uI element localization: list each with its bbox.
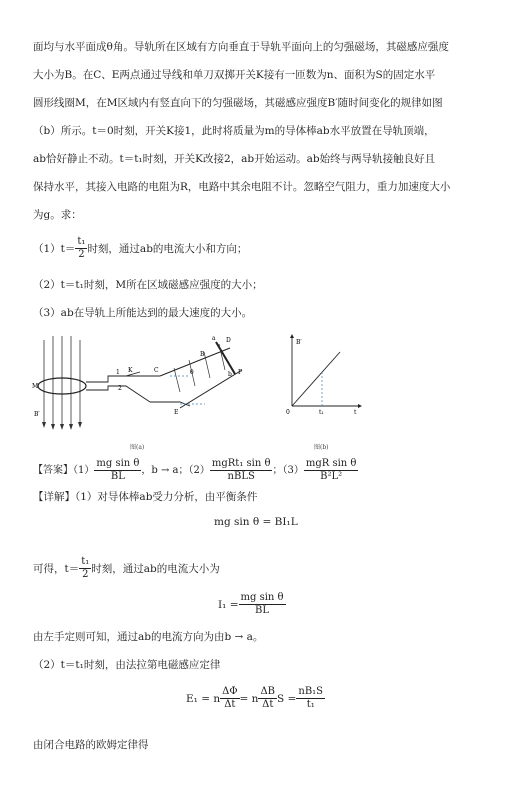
question-1-prefix: （1）t＝	[33, 242, 76, 255]
equation-3-f3-den: t₁	[306, 699, 315, 710]
equation-3-f3-num: nB₁S	[298, 686, 324, 697]
equation-2-lhs: I₁ =	[218, 598, 239, 611]
label-1: 1	[116, 369, 120, 376]
label-K: K	[128, 367, 133, 374]
equation-2-num: mg sin θ	[240, 592, 284, 603]
question-3: （3）ab在导轨上所能达到的最大速度的大小。	[33, 307, 253, 319]
label-B: B	[200, 351, 205, 358]
label-F: F	[238, 369, 243, 376]
detail-then-prefix: 可得，t＝	[33, 562, 80, 575]
label-D: D	[226, 337, 231, 344]
label-a: a	[212, 335, 216, 342]
answer-2-den: nBLS	[227, 471, 255, 482]
answer-3-num: mgR sin θ	[305, 458, 357, 469]
answer-1-num: mg sin θ	[96, 458, 140, 469]
label-theta: θ	[190, 369, 194, 376]
label-Bprime: B′	[34, 411, 40, 418]
answer-1-den: BL	[110, 471, 125, 482]
figure-a	[30, 330, 260, 440]
statement-line-1: 面均与水平面成θ角。导轨所在区域有方向垂直于导轨平面向上的匀强磁场，其磁感应强度	[33, 41, 449, 53]
answer-2-sep: ；（3）	[272, 464, 304, 476]
question-1-frac-num: t₁	[77, 236, 86, 247]
caption-b: 图(b)	[314, 444, 329, 451]
statement-line-2: 大小为B。在C、E两点通过导线和单刀双掷开关K接有一匝数为n、面积为S的固定水平	[33, 69, 436, 81]
equation-3-mid2: S =	[277, 692, 297, 705]
answer-tag: 【答案】（1）	[33, 464, 95, 476]
answer-2-frac	[210, 458, 273, 483]
detail-part-2: （2）t＝t₁时刻，由法拉第电磁感应定律	[33, 659, 221, 671]
answer-3-den: B²L²	[320, 471, 343, 482]
equation-3-f1-num: ΔΦ	[222, 686, 238, 697]
equation-2-frac	[239, 592, 286, 617]
equation-3-f1-den: Δt	[224, 699, 236, 710]
equation-3	[186, 686, 325, 711]
equation-2-den: BL	[255, 605, 270, 616]
equation-3-mid: = n	[239, 692, 259, 705]
question-1-suffix: 时刻，通过ab的电流大小和方向；	[87, 242, 248, 255]
label-M: M	[32, 383, 39, 390]
statement-line-3: 圆形线圈M，在M区域内有竖直向下的匀强磁场，其磁感应强度B′随时间变化的规律如图	[33, 97, 443, 109]
question-1-fraction	[75, 236, 87, 261]
statement-line-4: （b）所示。t＝0时刻，开关K接1，此时将质量为m的导体棒ab水平放置在导轨顶端，	[33, 125, 435, 137]
detail-then-suffix: 时刻，通过ab的电流大小为	[91, 562, 220, 575]
detail-tag: 【详解】（1）对导体棒ab受力分析，由平衡条件	[33, 491, 258, 503]
detail-then	[33, 556, 493, 581]
graph-x-label: t	[354, 409, 357, 416]
graph-y-label: B′	[296, 339, 302, 346]
equation-3-frac-2	[258, 686, 277, 711]
answer-1-direction: ，b → a；（2）	[141, 464, 210, 476]
statement-line-7: 为g。求：	[33, 209, 82, 221]
figure-b	[282, 332, 362, 422]
label-2: 2	[118, 385, 122, 392]
equation-3-f2-den: Δt	[262, 699, 274, 710]
question-1-frac-den: 2	[78, 249, 85, 260]
equation-3-frac-3	[296, 686, 325, 711]
answer-2-num: mgRt₁ sin θ	[211, 458, 271, 469]
detail-then-frac-den: 2	[82, 569, 89, 580]
label-b: b	[228, 371, 232, 378]
equation-3-frac-1	[220, 686, 239, 711]
equation-2	[218, 592, 286, 617]
statement-line-6: 保持水平，其接入电路的电阻为R，电路中其余电阻不计。忽略空气阻力，重力加速度大小	[33, 181, 451, 193]
detail-ohm: 由闭合电路的欧姆定律得	[33, 739, 149, 751]
statement-line-5: ab恰好静止不动。t＝t₁时刻，开关K改接2，ab开始运动。ab始终与两导轨接触良好且	[33, 153, 436, 165]
equation-1: mg sin θ = BI₁L	[214, 516, 298, 528]
label-C: C	[154, 367, 159, 374]
label-E: E	[174, 409, 179, 416]
equation-3-lhs: E₁ = n	[186, 692, 221, 705]
question-1	[33, 236, 493, 261]
question-2: （2）t＝t₁时刻，M所在区域磁感应强度的大小；	[33, 279, 263, 291]
equation-3-f2-num: ΔB	[260, 686, 276, 697]
detail-right-hand-rule: 由左手定则可知，通过ab的电流方向为由b → a。	[33, 631, 264, 643]
graph-origin: 0	[286, 409, 290, 416]
detail-then-frac-num: t₁	[81, 556, 90, 567]
graph-t1: t₁	[319, 409, 324, 416]
detail-then-frac	[79, 556, 91, 581]
answer-line	[33, 458, 493, 483]
caption-a: 图(a)	[130, 444, 145, 451]
answer-1-frac	[94, 458, 141, 483]
answer-3-frac	[304, 458, 359, 483]
